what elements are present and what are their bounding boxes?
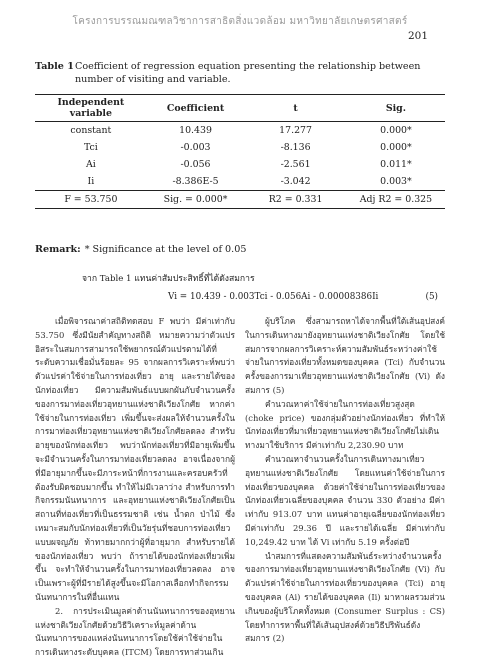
table-row — [35, 173, 445, 191]
remark-label: Remark: — [35, 244, 81, 255]
table-caption-text: Coefficient of regression equation presenting the relationship between number of visiting and variable. — [75, 61, 421, 85]
paragraph: คำนวณหาจำนวนครั้งในการเดินทางมาเที่ยวอุทยานแห่งชาติเวียงโกศัย โดยแทนค่าใช้จ่ายในการท่องเที่ยวของบุคคล ด้วยค่าใช้จ่ายในการท่องเที่ยวของนักท่องเที่ยวเฉลี่ยของบุคคล จำนวน 330 ตัวอย่าง มีค่าเท่ากับ 913.07 บาท แทนค่าอายุเฉลี่ยของนักท่องเที่ยว มีค่าเท่ากับ 29.36 ปี และรายได้เฉลี่ย มีค่าเท่ากับ 10,249.42 บาท ได้ Vi เท่ากับ 5.19 ครั้งต่อปี — [245, 453, 445, 547]
table-remark — [35, 244, 246, 255]
col-header: Coefficient — [147, 95, 245, 122]
equation-intro: จาก Table 1 แทนค่าสัมประสิทธิ์ที่ได้ดังสมการ — [82, 274, 255, 284]
table-cell: constant — [70, 125, 112, 136]
paragraph: นำสมการที่แสดงความสัมพันธ์ระหว่างจำนวนครั้งของการมาท่องเที่ยวอุทยานแห่งชาติเวียงโกศัย (Vi) กับตัวแปรค่าใช้จ่ายในการท่องเที่ยวของบุคคล (Tci) อายุของบุคคล (Ai) รายได้ของบุคคล (Ii) มาหาผลรวมส่วนเกินของผู้บริโภคทั้งหมด (Consumer Surplus : CS) โดยทำการหาพื้นที่ใต้เส้นอุปสงค์ด้วยวิธีปริพันธ์ดังสมการ (2) — [245, 550, 445, 644]
remark-text: * Significance at the level of 0.05 — [84, 244, 247, 255]
col-header: t — [244, 95, 347, 122]
col-header: Independent variable — [35, 95, 147, 122]
coefficient-table — [35, 94, 445, 209]
table-label: Table 1 — [35, 61, 74, 72]
paragraph: ผู้บริโภค ซึ่งสามารถหาได้จากพื้นที่ใต้เส้นอุปสงค์ในการเดินทางมายังอุทยานแห่งชาติเวียงโกศัย โดยใช้สมการจากผลการวิเคราะห์ความสัมพันธ์ระหว่างค่าใช้จ่ายในการท่องเที่ยวทั้งหมดของบุคคล (Tci) กับจำนวนครั้งของการมาเที่ยวอุทยานแห่งชาติเวียงโกศัย (Vi) ดังสมการ (5) — [245, 316, 445, 395]
table-cell: 0.011* — [380, 159, 412, 170]
table-row — [35, 122, 445, 140]
table-cell: R2 = 0.331 — [244, 191, 347, 209]
col-header: Sig. — [347, 95, 445, 122]
equation-text: Vi = 10.439 - 0.003Tci - 0.056Ai - 0.00008386Ii — [168, 292, 379, 302]
table-cell: Ii — [87, 176, 95, 187]
table-cell: -0.003 — [180, 142, 211, 153]
table-cell: Ai — [85, 159, 96, 170]
table-cell: -2.561 — [280, 159, 311, 170]
paragraph: เมื่อพิจารณาค่าสถิติทดสอบ F พบว่า มีค่าเท่ากับ 53.750 ซึ่งมีนัยสำคัญทางสถิติ หมายความว่าตัวแปรอิสระในสมการสามารถใช้พยากรณ์ตัวแปรตามได้ที่ระดับความเชื่อมั่นร้อยละ 95 จากผลการวิเคราะห์พบว่า ตัวแปรค่าใช้จ่ายในการท่องเที่ยว อายุ และรายได้ของนักท่องเที่ยว มีความสัมพันธ์แบบผกผันกับจำนวนครั้งของการมาท่องเที่ยวอุทยานแห่งชาติเวียงโกศัย หากค่าใช้จ่ายในการท่องเที่ยว เพิ่มขึ้นจะส่งผลให้จำนวนครั้งในการมาท่องเที่ยวอุทยานแห่งชาติเวียงโกศัยลดลง สำหรับอายุของนักท่องเที่ยว พบว่านักท่องเที่ยวที่มีอายุเพิ่มขึ้น จะมีจำนวนครั้งในการมาท่องเที่ยวลดลง อาจเนื่องจากผู้ที่มีอายุมากขึ้นจะมีภาระหน้าที่การงานและครอบครัวที่ต้องรับผิดชอบมากขึ้น ทำให้ไม่มีเวลาว่าง สำหรับการทำกิจกรรมนันทนาการ และอุทยานแห่งชาติเวียงโกศัยเป็นสถานที่ท่องเที่ยวที่เป็นธรรมชาติ เช่น น้ำตก ป่าไม้ ซึ่งเหมาะสมกับนักท่องเที่ยวที่เป็นวัยรุ่นที่ชอบการท่องเที่ยวแบบผจญภัย ท้าทายมากกว่าผู้ที่อายุมาก สำหรับรายได้ของนักท่องเที่ยว พบว่า ถ้ารายได้ของนักท่องเที่ยวเพิ่มขึ้น จะทำให้จำนวนครั้งในการมาท่องเที่ยวลดลง อาจเป็นเพราะผู้ที่มีรายได้สูงขึ้นจะมีโอกาสเลือกทำกิจกรรมนันทนาการในที่อื่นแทน — [35, 316, 235, 602]
table-cell: 0.003* — [380, 176, 412, 187]
table-caption — [35, 60, 445, 86]
table-row — [35, 139, 445, 156]
running-header: โครงการบรรณมณฑลวิชาการสาธิตสิ่งแวดล้อม มหาวิทยาลัยเกษตรศาสตร์ — [72, 16, 408, 27]
regression-equation — [168, 292, 438, 302]
table-cell: -8.136 — [280, 142, 311, 153]
table-cell: 10.439 — [179, 125, 212, 136]
equation-number: (5) — [425, 292, 438, 302]
table-cell: -0.056 — [180, 159, 211, 170]
table-header-row — [35, 95, 445, 122]
table-cell: Tci — [83, 142, 98, 153]
left-column — [35, 315, 235, 660]
table-cell: -8.386E-5 — [172, 176, 219, 187]
table-cell: 0.000* — [380, 142, 412, 153]
table-cell: 17.277 — [279, 125, 312, 136]
table-cell: Sig. = 0.000* — [147, 191, 245, 209]
table-cell: -3.042 — [280, 176, 311, 187]
table-summary-row — [35, 191, 445, 209]
paragraph: 2. การประเมินมูลค่าด้านนันทนาการของอุทยานแห่งชาติเวียงโกศัยด้วยวิธีวิเคราะห์มูลค่าด้านนันทนาการของแหล่งนันทนาการโดยใช้ค่าใช้จ่ายในการเดินทางระดับบุคคล (ITCM) โดยการหาส่วนเกิน — [35, 605, 235, 658]
right-column — [245, 315, 445, 646]
table-cell: F = 53.750 — [35, 191, 147, 209]
paragraph: คำนวณหาค่าใช้จ่ายในการท่องเที่ยวสูงสุด (choke price) ของกลุ่มตัวอย่างนักท่องเที่ยว ที่ทำให้นักท่องเที่ยวที่มาเที่ยวอุทยานแห่งชาติเวียงโกศัยไม่เดินทางมาใช้บริการ มีค่าเท่ากับ 2,230.90 บาท — [245, 398, 445, 451]
table-cell: 0.000* — [380, 125, 412, 136]
page-number: 201 — [407, 30, 428, 42]
table-row — [35, 156, 445, 173]
table-cell: Adj R2 = 0.325 — [347, 191, 445, 209]
